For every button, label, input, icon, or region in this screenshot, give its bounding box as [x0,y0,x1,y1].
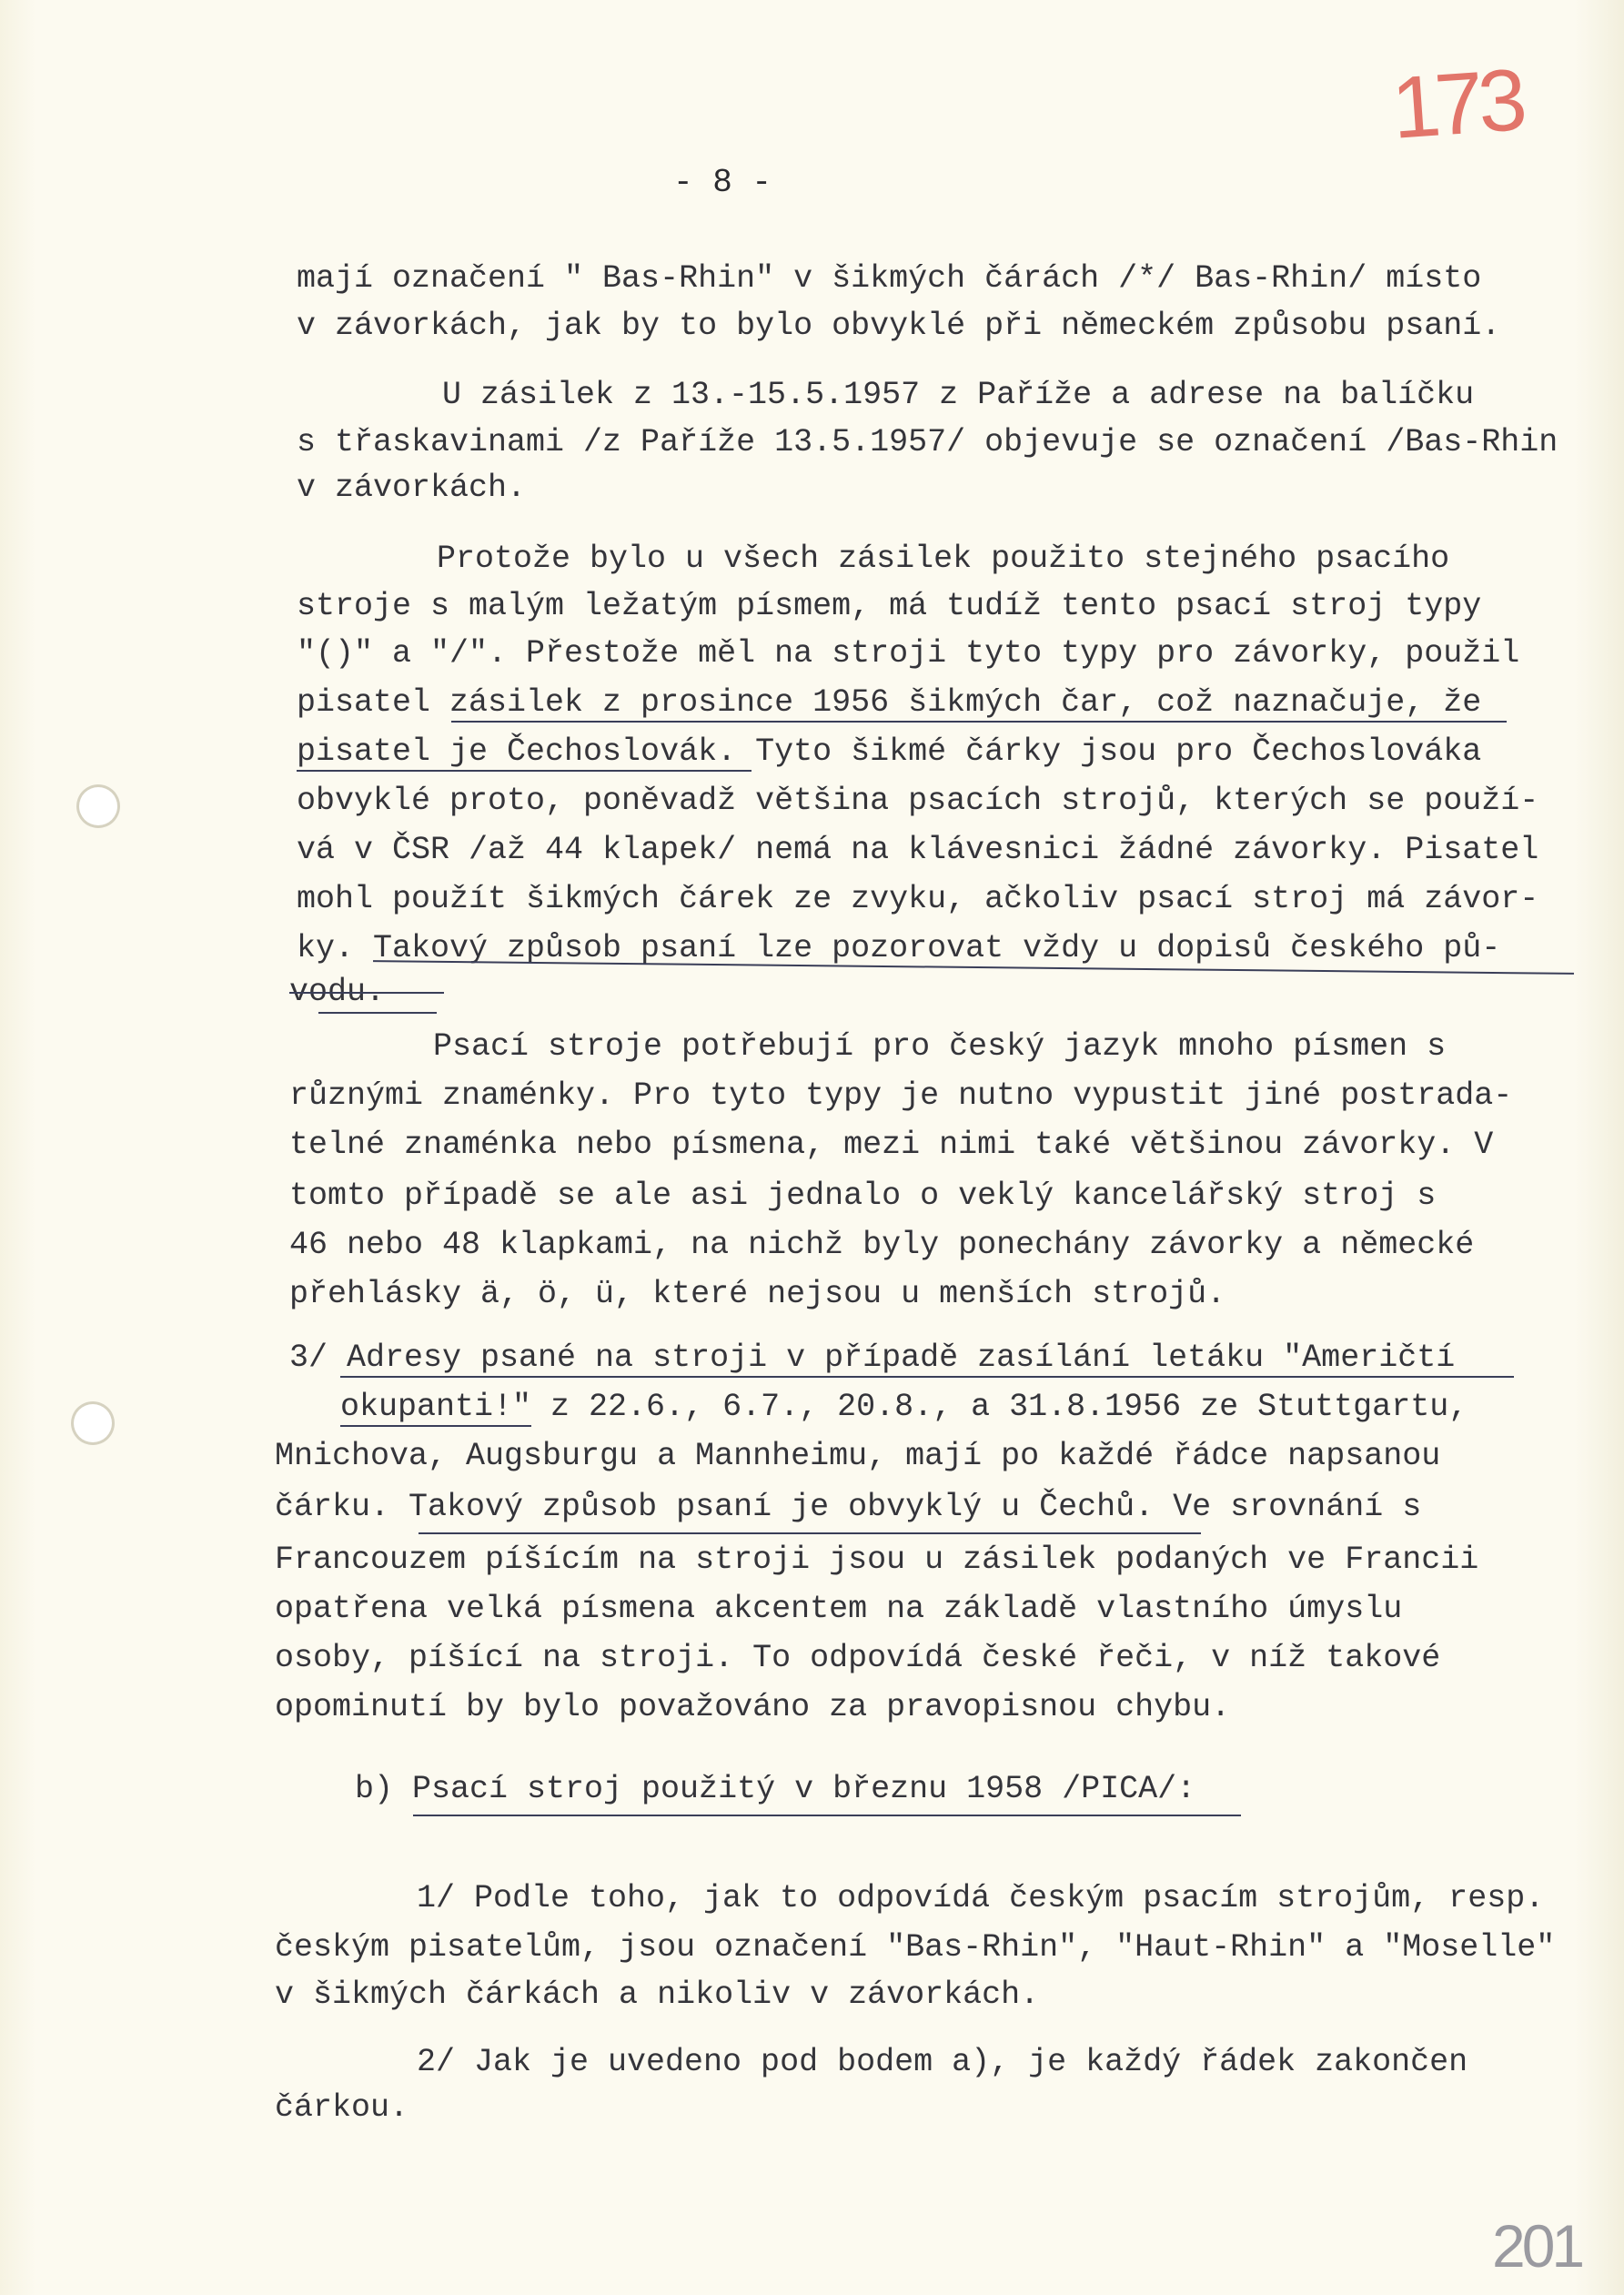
text-line: Mnichova, Augsburgu a Mannheimu, mají po každé řádce napsanou [275,1438,1441,1474]
pen-underline [419,1532,1201,1534]
text-line: s třaskavinami /z Paříže 13.5.1957/ objevuje se označení /Bas-Rhin [297,424,1558,460]
text-line: Psací stroje potřebují pro český jazyk mnoho písmen s [433,1028,1447,1065]
text-line: českým pisatelům, jsou označení "Bas-Rhin", "Haut-Rhin" a "Moselle" [275,1929,1556,1966]
folio-number-bottom: 201 [1492,2212,1582,2280]
text-line: 1/ Podle toho, jak to odpovídá českým psacím strojům, resp. [417,1880,1545,1916]
text-line: 46 nebo 48 klapkami, na nichž byly ponechány závorky a německé [289,1227,1475,1263]
text-line: opominutí by bylo považováno za pravopisnou chybu. [275,1689,1231,1725]
pen-underline [451,721,1507,723]
text-line: různými znaménky. Pro tyto typy je nutno vypustit jiné postrada- [289,1077,1513,1114]
text-line: opatřena velká písmena akcentem na základě vlastního úmyslu [275,1591,1403,1627]
text-line: obvyklé proto, poněvadž většina psacích strojů, kterých se použí- [297,783,1539,819]
text-line: pisatel zásilek z prosince 1956 šikmých čar, což naznačuje, že [297,684,1482,721]
text-line: přehlásky ä, ö, ü, které nejsou u menších strojů. [289,1276,1226,1312]
text-line: pisatel je Čechoslovák. Tyto šikmé čárky jsou pro Čechoslováka [297,733,1482,770]
text-line: osoby, píšící na stroji. To odpovídá české řeči, v níž takové [275,1640,1441,1676]
text-line: 3/ Adresy psané na stroji v případě zasílání letáku "Američtí [289,1340,1456,1376]
pen-underline [340,1425,531,1427]
pen-underline [413,1815,1241,1816]
text-line: okupanti!" z 22.6., 6.7., 20.8., a 31.8.1956 ze Stuttgartu, [340,1389,1468,1425]
text-line: "()" a "/". Přestože měl na stroji tyto typy pro závorky, použil [297,635,1520,672]
text-line: v závorkách. [297,470,527,506]
text-line: vodu. [289,974,386,1010]
punch-hole-lower [71,1401,115,1445]
text-line: vá v ČSR /až 44 klapek/ nemá na klávesnici žádné závorky. Pisatel [297,832,1539,868]
text-line: Francouzem píšícím na stroji jsou u zásilek podaných ve Francii [275,1542,1479,1578]
text-line: čárkou. [275,2089,409,2126]
text-line: v šikmých čárkách a nikoliv v závorkách. [275,1977,1040,2013]
folio-number-top: 173 [1388,51,1525,157]
text-line: b) Psací stroj použitý v březnu 1958 /PICA/: [355,1771,1196,1807]
text-line: telné znaménka nebo písmena, mezi nimi také většinou závorky. V [289,1127,1494,1163]
text-line: 2/ Jak je uvedeno pod bodem a), je každý řádek zakončen [417,2044,1468,2080]
punch-hole-upper [76,784,120,828]
text-line: čárku. Takový způsob psaní je obvyklý u Čechů. Ve srovnání s [275,1489,1422,1525]
page-number: - 8 - [673,164,772,201]
pen-underline [318,1012,437,1014]
text-line: stroje s malým ležatým písmem, má tudíž tento psací stroj typy [297,588,1482,624]
text-line: mají označení " Bas-Rhin" v šikmých čárách /*/ Bas-Rhin/ místo [297,260,1482,297]
pen-underline [297,770,751,772]
text-line: v závorkách, jak by to bylo obvyklé při německém způsobu psaní. [297,308,1501,344]
pen-underline [340,1376,1514,1378]
text-line: tomto případě se ale asi jednalo o veklý kancelářský stroj s [289,1178,1437,1214]
text-line: Protože bylo u všech zásilek použito stejného psacího [437,541,1450,577]
text-line: ky. Takový způsob psaní lze pozorovat vždy u dopisů českého pů- [297,930,1501,966]
text-line: U zásilek z 13.-15.5.1957 z Paříže a adrese na balíčku [442,377,1475,413]
pen-underline [289,992,444,994]
text-line: mohl použít šikmých čárek ze zvyku, ačkoliv psací stroj má závor- [297,881,1539,917]
